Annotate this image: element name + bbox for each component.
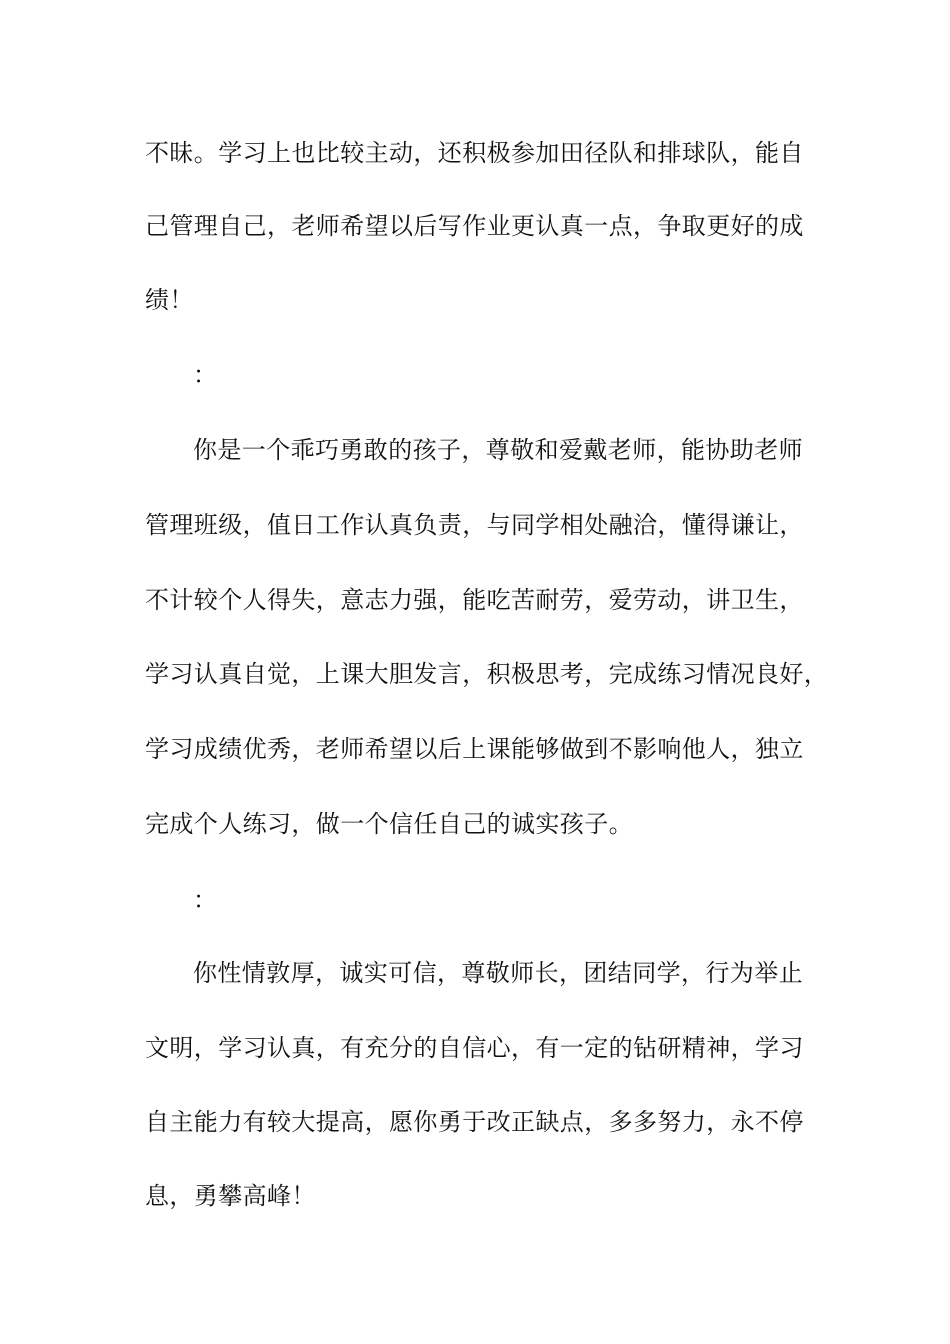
text-line-7: 不计较个人得失，意志力强，能吃苦耐劳，爱劳动，讲卫生， <box>145 586 804 614</box>
text-line-6: 管理班级，值日工作认真负责，与同学相处融洽，懂得谦让， <box>145 511 804 539</box>
text-line-13: 文明，学习认真，有充分的自信心，有一定的钻研精神，学习 <box>145 1034 804 1062</box>
text-line-9: 学习成绩优秀，老师希望以后上课能够做到不影响他人，独立 <box>145 735 804 763</box>
text-line-10: 完成个人练习，做一个信任自己的诚实孩子。 <box>145 810 633 838</box>
text-line-14: 自主能力有较大提高，愿你勇于改正缺点，多多努力，永不停 <box>145 1108 804 1136</box>
text-line-12: 你性情敦厚，诚实可信，尊敬师长，团结同学，行为举止 <box>193 959 803 987</box>
text-line-1: 不昧。学习上也比较主动，还积极参加田径队和排球队，能自 <box>145 139 804 167</box>
section-label-1: ： <box>193 361 218 389</box>
section-label-2: ： <box>193 886 218 914</box>
text-line-15: 息，勇攀高峰！ <box>145 1182 316 1210</box>
text-line-8: 学习认真自觉，上课大胆发言，积极思考，完成练习情况良好， <box>145 660 829 688</box>
text-line-5: 你是一个乖巧勇敢的孩子，尊敬和爱戴老师，能协助老师 <box>193 436 803 464</box>
text-line-2: 己管理自己，老师希望以后写作业更认真一点，争取更好的成 <box>145 212 804 240</box>
text-line-3: 绩！ <box>145 286 194 314</box>
